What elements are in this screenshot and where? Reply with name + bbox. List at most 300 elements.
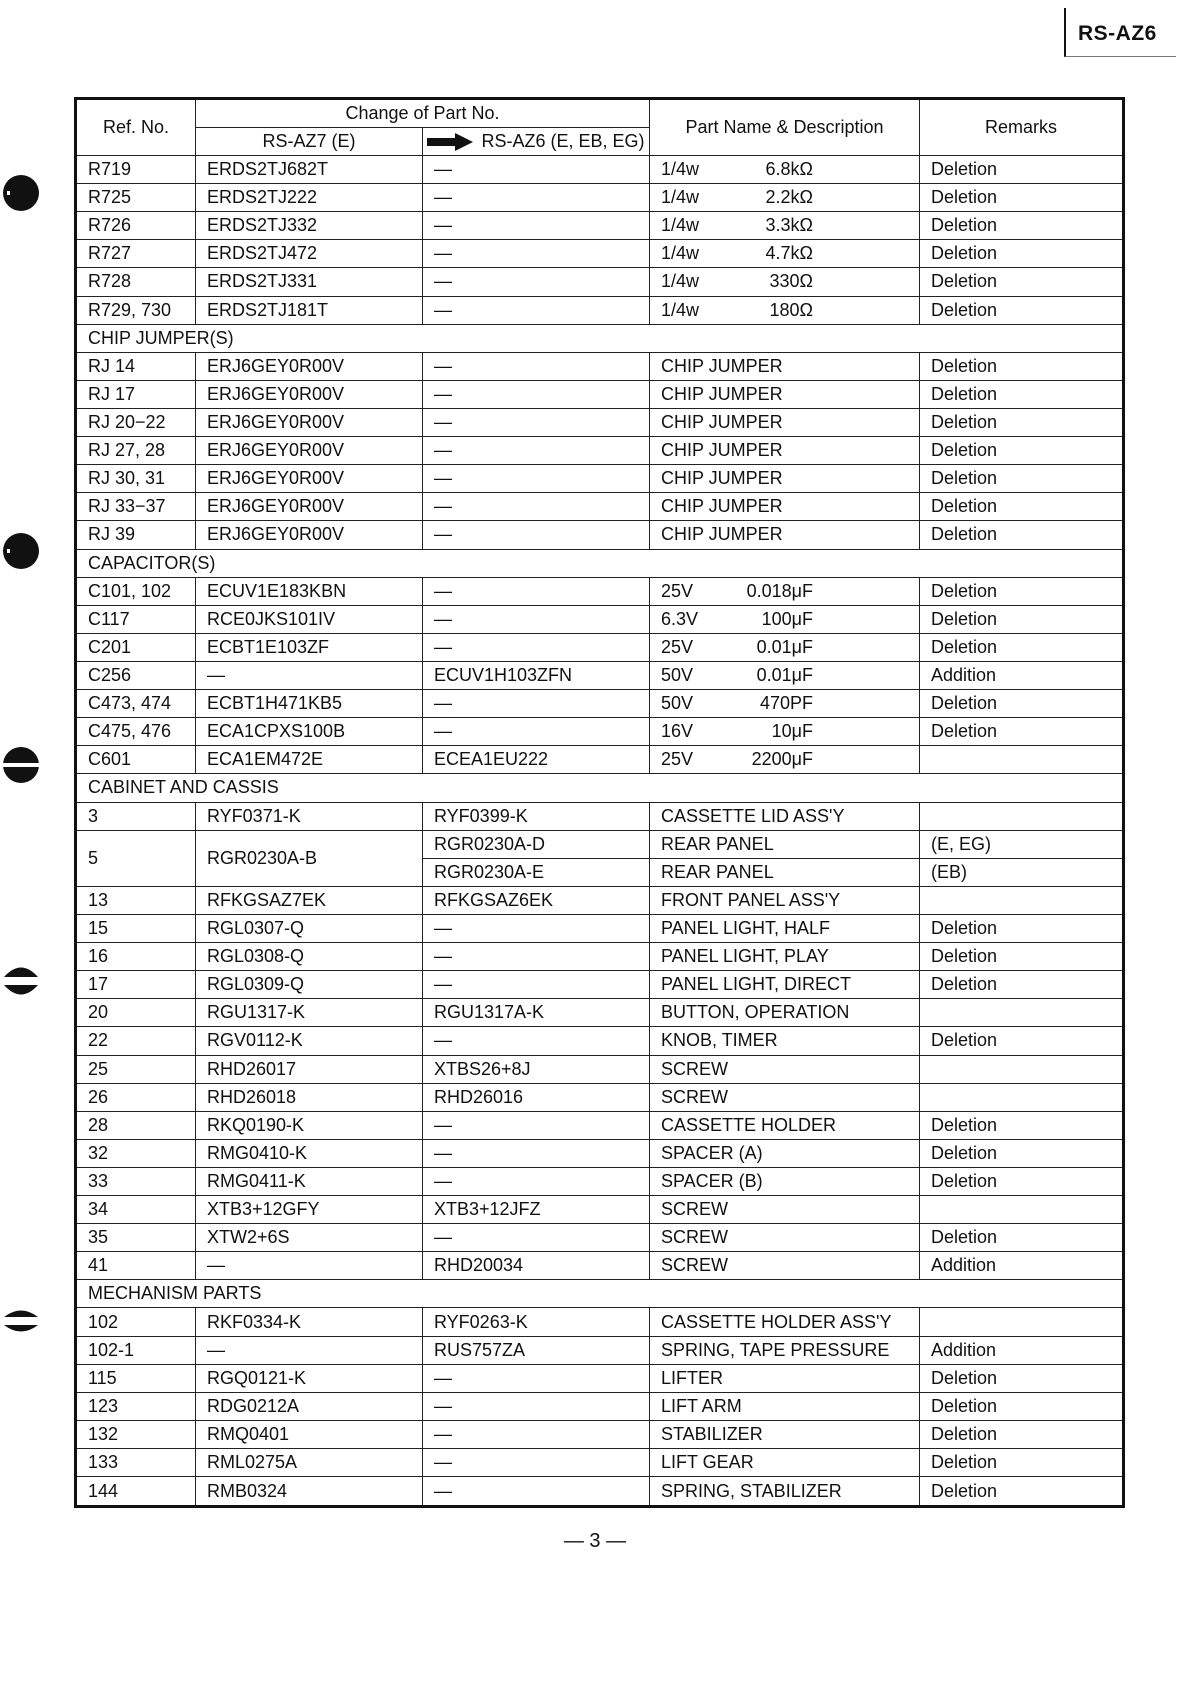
old-part-cell: RYF0371-K bbox=[196, 802, 423, 830]
remarks-cell: Deletion bbox=[920, 1449, 1124, 1477]
new-part-cell: — bbox=[423, 718, 650, 746]
remarks-cell: Deletion bbox=[920, 1392, 1124, 1420]
ref-no-cell: C201 bbox=[76, 633, 196, 661]
remarks-cell bbox=[920, 886, 1124, 914]
description-cell: CASSETTE HOLDER bbox=[650, 1111, 920, 1139]
table-row bbox=[76, 943, 1124, 971]
parts-change-table bbox=[74, 97, 1125, 1508]
old-part-cell: RGQ0121-K bbox=[196, 1364, 423, 1392]
new-part-cell: — bbox=[423, 493, 650, 521]
old-part-cell: ERDS2TJ472 bbox=[196, 240, 423, 268]
old-part-cell: RML0275A bbox=[196, 1449, 423, 1477]
binder-hole-icon bbox=[2, 1302, 40, 1340]
section-heading: CHIP JUMPER(S) bbox=[76, 324, 1124, 352]
rating-text: 6.3V bbox=[661, 608, 699, 629]
table-row bbox=[76, 1027, 1124, 1055]
new-part-cell: — bbox=[423, 914, 650, 942]
new-part-cell: — bbox=[423, 943, 650, 971]
table-row bbox=[76, 1167, 1124, 1195]
section-row bbox=[76, 1280, 1124, 1308]
description-cell bbox=[650, 212, 920, 240]
table-row bbox=[76, 999, 1124, 1027]
ref-no-cell: 102-1 bbox=[76, 1336, 196, 1364]
value-text: 10μF bbox=[771, 721, 813, 742]
new-part-cell: — bbox=[423, 1027, 650, 1055]
table-row bbox=[76, 1083, 1124, 1111]
description-cell bbox=[650, 156, 920, 184]
new-part-cell: RHD20034 bbox=[423, 1252, 650, 1280]
new-part-cell: — bbox=[423, 1111, 650, 1139]
rating-text: 1/4w bbox=[661, 243, 700, 264]
table-row bbox=[76, 1224, 1124, 1252]
old-part-cell: RHD26018 bbox=[196, 1083, 423, 1111]
table-row bbox=[76, 1111, 1124, 1139]
table-row bbox=[76, 1055, 1124, 1083]
old-part-cell: RMG0410-K bbox=[196, 1139, 423, 1167]
new-part-cell: — bbox=[423, 212, 650, 240]
description-cell bbox=[650, 268, 920, 296]
section-row bbox=[76, 774, 1124, 802]
new-part-cell: — bbox=[423, 690, 650, 718]
table-row bbox=[76, 914, 1124, 942]
value-text: 100μF bbox=[761, 608, 813, 629]
new-part-cell: — bbox=[423, 1392, 650, 1420]
ref-no-cell: 41 bbox=[76, 1252, 196, 1280]
ref-no-cell: 35 bbox=[76, 1224, 196, 1252]
old-part-cell: RGL0309-Q bbox=[196, 971, 423, 999]
description-cell bbox=[650, 718, 920, 746]
value-text: 0.01μF bbox=[756, 636, 813, 657]
description-cell: KNOB, TIMER bbox=[650, 1027, 920, 1055]
ref-no-cell: RJ 30, 31 bbox=[76, 465, 196, 493]
old-part-cell: RGL0307-Q bbox=[196, 914, 423, 942]
remarks-cell: Deletion bbox=[920, 690, 1124, 718]
value-text: 0.018μF bbox=[746, 580, 813, 601]
remarks-cell: Deletion bbox=[920, 521, 1124, 549]
description-cell: REAR PANEL bbox=[650, 858, 920, 886]
new-part-cell: ECUV1H103ZFN bbox=[423, 661, 650, 689]
remarks-cell: Deletion bbox=[920, 437, 1124, 465]
new-part-cell: — bbox=[423, 605, 650, 633]
table-row bbox=[76, 605, 1124, 633]
ref-no-cell: 15 bbox=[76, 914, 196, 942]
rating-text: 1/4w bbox=[661, 299, 700, 320]
remarks-cell: Deletion bbox=[920, 268, 1124, 296]
ref-no-cell: 25 bbox=[76, 1055, 196, 1083]
old-part-cell: RCE0JKS101IV bbox=[196, 605, 423, 633]
ref-no-cell: 28 bbox=[76, 1111, 196, 1139]
new-part-cell: — bbox=[423, 380, 650, 408]
ref-no-cell: 13 bbox=[76, 886, 196, 914]
remarks-cell: Deletion bbox=[920, 465, 1124, 493]
description-cell: PANEL LIGHT, HALF bbox=[650, 914, 920, 942]
old-part-cell: RMG0411-K bbox=[196, 1167, 423, 1195]
old-part-cell: RGR0230A-B bbox=[196, 830, 423, 886]
new-part-cell: RFKGSAZ6EK bbox=[423, 886, 650, 914]
ref-no-cell: C101, 102 bbox=[76, 577, 196, 605]
remarks-cell: Deletion bbox=[920, 352, 1124, 380]
description-cell: SPRING, STABILIZER bbox=[650, 1477, 920, 1507]
remarks-cell: Deletion bbox=[920, 971, 1124, 999]
table-row bbox=[76, 408, 1124, 436]
table-row bbox=[76, 830, 1124, 858]
rating-text: 25V bbox=[661, 749, 694, 770]
new-part-cell: XTBS26+8J bbox=[423, 1055, 650, 1083]
old-part-cell: RGL0308-Q bbox=[196, 943, 423, 971]
rating-text: 25V bbox=[661, 580, 694, 601]
new-part-cell: — bbox=[423, 577, 650, 605]
old-part-cell: ERJ6GEY0R00V bbox=[196, 437, 423, 465]
remarks-cell: (E, EG) bbox=[920, 830, 1124, 858]
ref-no-cell: 33 bbox=[76, 1167, 196, 1195]
table-row bbox=[76, 1308, 1124, 1336]
table-row bbox=[76, 1336, 1124, 1364]
remarks-cell: Deletion bbox=[920, 296, 1124, 324]
table-row bbox=[76, 1196, 1124, 1224]
ref-no-cell: 16 bbox=[76, 943, 196, 971]
remarks-cell: Deletion bbox=[920, 156, 1124, 184]
old-part-cell: ECA1CPXS100B bbox=[196, 718, 423, 746]
description-cell bbox=[650, 605, 920, 633]
description-cell: CASSETTE LID ASS'Y bbox=[650, 802, 920, 830]
remarks-cell: Addition bbox=[920, 1252, 1124, 1280]
table-row bbox=[76, 437, 1124, 465]
remarks-cell: Addition bbox=[920, 661, 1124, 689]
value-text: 470PF bbox=[759, 693, 813, 714]
arrow-right-icon bbox=[427, 133, 473, 151]
table-row bbox=[76, 971, 1124, 999]
description-cell: SPACER (A) bbox=[650, 1139, 920, 1167]
remarks-cell: (EB) bbox=[920, 858, 1124, 886]
description-cell: SCREW bbox=[650, 1224, 920, 1252]
new-part-cell: — bbox=[423, 1420, 650, 1448]
rating-text: 50V bbox=[661, 665, 694, 686]
value-text: 330Ω bbox=[769, 271, 813, 292]
description-cell: SCREW bbox=[650, 1196, 920, 1224]
new-part-cell: — bbox=[423, 268, 650, 296]
ref-no-cell: 20 bbox=[76, 999, 196, 1027]
ref-no-cell: RJ 27, 28 bbox=[76, 437, 196, 465]
remarks-cell bbox=[920, 1196, 1124, 1224]
ref-no-cell: 123 bbox=[76, 1392, 196, 1420]
binder-hole-icon bbox=[2, 174, 40, 212]
ref-no-cell: 26 bbox=[76, 1083, 196, 1111]
remarks-cell: Deletion bbox=[920, 718, 1124, 746]
old-part-cell: RMQ0401 bbox=[196, 1420, 423, 1448]
section-row bbox=[76, 549, 1124, 577]
description-cell: LIFTER bbox=[650, 1364, 920, 1392]
new-part-cell: RYF0263-K bbox=[423, 1308, 650, 1336]
remarks-cell: Deletion bbox=[920, 1420, 1124, 1448]
new-part-cell: ECEA1EU222 bbox=[423, 746, 650, 774]
description-cell: SCREW bbox=[650, 1083, 920, 1111]
description-cell: LIFT ARM bbox=[650, 1392, 920, 1420]
table-row bbox=[76, 465, 1124, 493]
description-cell: CHIP JUMPER bbox=[650, 521, 920, 549]
ref-no-cell: R729, 730 bbox=[76, 296, 196, 324]
table-row bbox=[76, 352, 1124, 380]
table-row bbox=[76, 1449, 1124, 1477]
new-part-cell: RHD26016 bbox=[423, 1083, 650, 1111]
old-part-cell: ERDS2TJ222 bbox=[196, 184, 423, 212]
table-row bbox=[76, 1252, 1124, 1280]
description-cell bbox=[650, 296, 920, 324]
table-row bbox=[76, 212, 1124, 240]
remarks-cell bbox=[920, 999, 1124, 1027]
new-part-cell: — bbox=[423, 1139, 650, 1167]
old-part-cell: ECA1EM472E bbox=[196, 746, 423, 774]
rating-text: 16V bbox=[661, 721, 694, 742]
ref-no-cell: C117 bbox=[76, 605, 196, 633]
value-text: 0.01μF bbox=[756, 665, 813, 686]
old-part-cell: XTW2+6S bbox=[196, 1224, 423, 1252]
table-row bbox=[76, 718, 1124, 746]
description-cell: CHIP JUMPER bbox=[650, 408, 920, 436]
old-part-cell: — bbox=[196, 1252, 423, 1280]
remarks-cell bbox=[920, 802, 1124, 830]
value-text: 3.3kΩ bbox=[765, 215, 813, 236]
description-cell bbox=[650, 690, 920, 718]
remarks-cell: Addition bbox=[920, 1336, 1124, 1364]
new-part-cell: — bbox=[423, 184, 650, 212]
new-part-cell: — bbox=[423, 633, 650, 661]
remarks-cell bbox=[920, 1083, 1124, 1111]
old-part-cell: ECBT1H471KB5 bbox=[196, 690, 423, 718]
ref-no-cell: RJ 14 bbox=[76, 352, 196, 380]
remarks-cell bbox=[920, 746, 1124, 774]
old-part-cell: RMB0324 bbox=[196, 1477, 423, 1507]
old-part-cell: XTB3+12GFY bbox=[196, 1196, 423, 1224]
new-part-cell: — bbox=[423, 1167, 650, 1195]
to-model-label: RS-AZ6 (E, EB, EG) bbox=[481, 131, 645, 151]
ref-no-cell: RJ 33−37 bbox=[76, 493, 196, 521]
change-of-part-header: Change of Part No. bbox=[196, 99, 650, 128]
description-cell: REAR PANEL bbox=[650, 830, 920, 858]
table-row bbox=[76, 296, 1124, 324]
binder-hole-icon bbox=[2, 746, 40, 784]
section-row bbox=[76, 324, 1124, 352]
ref-no-cell: 133 bbox=[76, 1449, 196, 1477]
remarks-cell: Deletion bbox=[920, 605, 1124, 633]
remarks-cell: Deletion bbox=[920, 577, 1124, 605]
description-cell: LIFT GEAR bbox=[650, 1449, 920, 1477]
section-heading: MECHANISM PARTS bbox=[76, 1280, 1124, 1308]
remarks-cell: Deletion bbox=[920, 633, 1124, 661]
value-text: 2200μF bbox=[751, 749, 813, 770]
remarks-cell: Deletion bbox=[920, 1111, 1124, 1139]
description-cell: CASSETTE HOLDER ASS'Y bbox=[650, 1308, 920, 1336]
new-part-cell: — bbox=[423, 352, 650, 380]
ref-no-cell: R725 bbox=[76, 184, 196, 212]
binder-hole-icon bbox=[2, 532, 40, 570]
ref-no-cell: 17 bbox=[76, 971, 196, 999]
ref-no-cell: RJ 20−22 bbox=[76, 408, 196, 436]
new-part-cell: RGU1317A-K bbox=[423, 999, 650, 1027]
old-part-cell: ERDS2TJ682T bbox=[196, 156, 423, 184]
old-part-cell: RHD26017 bbox=[196, 1055, 423, 1083]
table-row bbox=[76, 521, 1124, 549]
ref-no-cell: C256 bbox=[76, 661, 196, 689]
description-cell: BUTTON, OPERATION bbox=[650, 999, 920, 1027]
table-row bbox=[76, 802, 1124, 830]
table-row bbox=[76, 156, 1124, 184]
description-cell: STABILIZER bbox=[650, 1420, 920, 1448]
table-row bbox=[76, 240, 1124, 268]
remarks-cell bbox=[920, 1055, 1124, 1083]
table-row bbox=[76, 633, 1124, 661]
remarks-cell: Deletion bbox=[920, 943, 1124, 971]
description-cell: PANEL LIGHT, DIRECT bbox=[650, 971, 920, 999]
remarks-cell: Deletion bbox=[920, 1477, 1124, 1507]
description-cell: FRONT PANEL ASS'Y bbox=[650, 886, 920, 914]
new-part-cell: — bbox=[423, 437, 650, 465]
ref-no-cell: C601 bbox=[76, 746, 196, 774]
ref-no-cell: R719 bbox=[76, 156, 196, 184]
description-cell: SCREW bbox=[650, 1252, 920, 1280]
old-part-cell: RFKGSAZ7EK bbox=[196, 886, 423, 914]
part-name-header: Part Name & Description bbox=[650, 99, 920, 156]
description-cell bbox=[650, 577, 920, 605]
remarks-cell: Deletion bbox=[920, 184, 1124, 212]
table-row bbox=[76, 746, 1124, 774]
table-row bbox=[76, 1364, 1124, 1392]
new-part-cell: — bbox=[423, 296, 650, 324]
remarks-cell: Deletion bbox=[920, 380, 1124, 408]
old-part-cell: RKQ0190-K bbox=[196, 1111, 423, 1139]
description-cell: SPACER (B) bbox=[650, 1167, 920, 1195]
ref-no-cell: 5 bbox=[76, 830, 196, 886]
ref-no-header: Ref. No. bbox=[76, 99, 196, 156]
section-heading: CABINET AND CASSIS bbox=[76, 774, 1124, 802]
old-part-cell: ERJ6GEY0R00V bbox=[196, 521, 423, 549]
rating-text: 1/4w bbox=[661, 159, 700, 180]
remarks-cell bbox=[920, 1308, 1124, 1336]
new-part-cell: XTB3+12JFZ bbox=[423, 1196, 650, 1224]
new-part-cell: — bbox=[423, 521, 650, 549]
old-part-cell: RGV0112-K bbox=[196, 1027, 423, 1055]
binder-hole-icon bbox=[2, 962, 40, 1000]
table-row bbox=[76, 1392, 1124, 1420]
description-cell bbox=[650, 633, 920, 661]
description-cell: SPRING, TAPE PRESSURE bbox=[650, 1336, 920, 1364]
old-part-cell: — bbox=[196, 1336, 423, 1364]
value-text: 2.2kΩ bbox=[765, 187, 813, 208]
from-model-header: RS-AZ7 (E) bbox=[196, 128, 423, 156]
ref-no-cell: 132 bbox=[76, 1420, 196, 1448]
remarks-cell: Deletion bbox=[920, 914, 1124, 942]
ref-no-cell: R726 bbox=[76, 212, 196, 240]
new-part-cell: — bbox=[423, 1224, 650, 1252]
ref-no-cell: 144 bbox=[76, 1477, 196, 1507]
ref-no-cell: C475, 476 bbox=[76, 718, 196, 746]
model-tag bbox=[1064, 8, 1176, 57]
remarks-cell: Deletion bbox=[920, 1364, 1124, 1392]
old-part-cell: ERJ6GEY0R00V bbox=[196, 380, 423, 408]
new-part-cell: RGR0230A-E bbox=[423, 858, 650, 886]
ref-no-cell: 115 bbox=[76, 1364, 196, 1392]
remarks-cell: Deletion bbox=[920, 1027, 1124, 1055]
table-row bbox=[76, 493, 1124, 521]
table-row bbox=[76, 577, 1124, 605]
old-part-cell: ERJ6GEY0R00V bbox=[196, 465, 423, 493]
description-cell: SCREW bbox=[650, 1055, 920, 1083]
rating-text: 1/4w bbox=[661, 215, 700, 236]
description-cell bbox=[650, 661, 920, 689]
table-row bbox=[76, 268, 1124, 296]
description-cell: PANEL LIGHT, PLAY bbox=[650, 943, 920, 971]
new-part-cell: — bbox=[423, 1364, 650, 1392]
table-row bbox=[76, 1477, 1124, 1507]
table-row bbox=[76, 886, 1124, 914]
old-part-cell: ERJ6GEY0R00V bbox=[196, 352, 423, 380]
new-part-cell: — bbox=[423, 408, 650, 436]
rating-text: 50V bbox=[661, 693, 694, 714]
new-part-cell: RYF0399-K bbox=[423, 802, 650, 830]
value-text: 4.7kΩ bbox=[765, 243, 813, 264]
table-row bbox=[76, 184, 1124, 212]
model-number: RS-AZ6 bbox=[1078, 22, 1157, 45]
new-part-cell: — bbox=[423, 465, 650, 493]
section-heading: CAPACITOR(S) bbox=[76, 549, 1124, 577]
ref-no-cell: R728 bbox=[76, 268, 196, 296]
old-part-cell: ERJ6GEY0R00V bbox=[196, 408, 423, 436]
ref-no-cell: 102 bbox=[76, 1308, 196, 1336]
new-part-cell: — bbox=[423, 1449, 650, 1477]
remarks-cell: Deletion bbox=[920, 240, 1124, 268]
rating-text: 1/4w bbox=[661, 271, 700, 292]
new-part-cell: — bbox=[423, 1477, 650, 1507]
page-number: — 3 — bbox=[563, 1530, 627, 1552]
ref-no-cell: RJ 17 bbox=[76, 380, 196, 408]
ref-no-cell: 34 bbox=[76, 1196, 196, 1224]
remarks-header: Remarks bbox=[920, 99, 1124, 156]
remarks-cell: Deletion bbox=[920, 212, 1124, 240]
old-part-cell: ERDS2TJ331 bbox=[196, 268, 423, 296]
old-part-cell: ERDS2TJ181T bbox=[196, 296, 423, 324]
old-part-cell: ECBT1E103ZF bbox=[196, 633, 423, 661]
description-cell: CHIP JUMPER bbox=[650, 493, 920, 521]
ref-no-cell: 22 bbox=[76, 1027, 196, 1055]
description-cell bbox=[650, 240, 920, 268]
new-part-cell: — bbox=[423, 240, 650, 268]
description-cell bbox=[650, 746, 920, 774]
table-row bbox=[76, 380, 1124, 408]
table-row bbox=[76, 661, 1124, 689]
old-part-cell: ECUV1E183KBN bbox=[196, 577, 423, 605]
new-part-cell: — bbox=[423, 156, 650, 184]
remarks-cell: Deletion bbox=[920, 493, 1124, 521]
remarks-cell: Deletion bbox=[920, 1167, 1124, 1195]
ref-no-cell: 32 bbox=[76, 1139, 196, 1167]
ref-no-cell: C473, 474 bbox=[76, 690, 196, 718]
old-part-cell: ERJ6GEY0R00V bbox=[196, 493, 423, 521]
table-row bbox=[76, 1139, 1124, 1167]
new-part-cell: — bbox=[423, 971, 650, 999]
table-row bbox=[76, 690, 1124, 718]
remarks-cell: Deletion bbox=[920, 1224, 1124, 1252]
new-part-cell: RUS757ZA bbox=[423, 1336, 650, 1364]
old-part-cell: RKF0334-K bbox=[196, 1308, 423, 1336]
old-part-cell: RGU1317-K bbox=[196, 999, 423, 1027]
rating-text: 1/4w bbox=[661, 187, 700, 208]
ref-no-cell: RJ 39 bbox=[76, 521, 196, 549]
description-cell bbox=[650, 184, 920, 212]
to-model-header bbox=[423, 128, 650, 156]
description-cell: CHIP JUMPER bbox=[650, 437, 920, 465]
old-part-cell: RDG0212A bbox=[196, 1392, 423, 1420]
rating-text: 25V bbox=[661, 636, 694, 657]
description-cell: CHIP JUMPER bbox=[650, 352, 920, 380]
